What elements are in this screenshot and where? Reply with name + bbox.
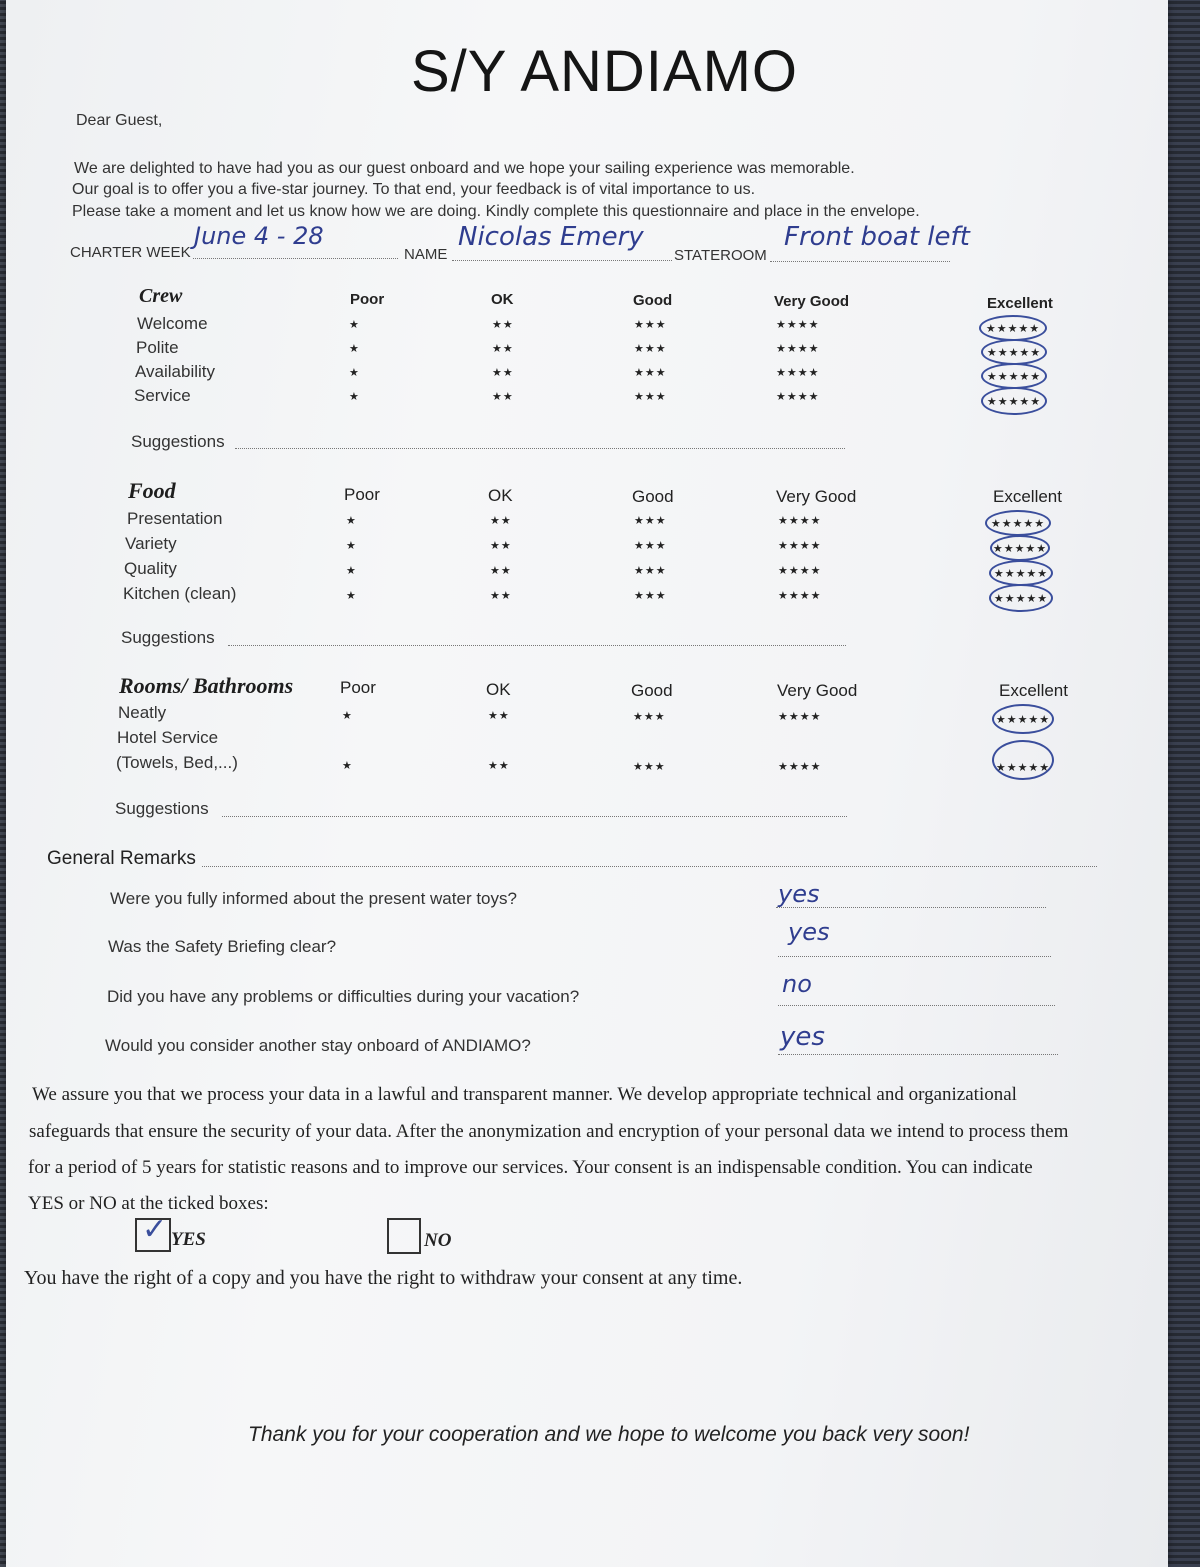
selected-rating-excellent[interactable] <box>992 704 1054 734</box>
row-label-service: Service <box>134 386 191 405</box>
checkmark-icon: ✓ <box>142 1212 168 1247</box>
answer-water-toys[interactable]: yes <box>778 880 820 908</box>
answer-line <box>778 1054 1058 1055</box>
suggestions-label: Suggestions <box>115 799 209 818</box>
suggestions-field[interactable] <box>222 816 847 817</box>
col-header-poor: Poor <box>340 678 376 697</box>
rating-option[interactable]: ★★★ <box>634 515 667 527</box>
name-field[interactable]: Nicolas Emery <box>458 222 644 252</box>
col-header-good: Good <box>633 292 673 309</box>
question-water-toys: Were you fully informed about the present water toys? <box>110 889 517 908</box>
selected-rating-excellent[interactable] <box>981 387 1047 415</box>
rating-option: ★★★★★ <box>993 592 1049 605</box>
consent-yes-label: YES <box>171 1229 206 1250</box>
section-title-food: Food <box>128 478 176 503</box>
rating-option[interactable]: ★★ <box>490 515 512 527</box>
row-label-welcome: Welcome <box>137 314 208 333</box>
rights-text: You have the right of a copy and you have the right to withdraw your consent at any time. <box>24 1267 743 1289</box>
rating-option[interactable]: ★★★ <box>634 391 667 403</box>
rating-option: ★★★★★ <box>990 517 1046 530</box>
question-another-stay: Would you consider another stay onboard of ANDIAMO? <box>105 1036 531 1055</box>
selected-rating-excellent[interactable] <box>985 510 1051 536</box>
col-header-excellent: Excellent <box>993 487 1062 506</box>
col-header-good: Good <box>632 487 674 506</box>
rating-option[interactable]: ★ <box>349 391 360 403</box>
rating-option[interactable]: ★★★★ <box>778 565 822 577</box>
rating-option: ★★★★★ <box>995 713 1051 726</box>
consent-no-label: NO <box>424 1230 452 1251</box>
rating-option[interactable]: ★★ <box>492 367 514 379</box>
suggestions-label: Suggestions <box>121 628 215 647</box>
col-header-ok: OK <box>486 680 511 699</box>
stateroom-label: STATEROOM <box>674 247 767 264</box>
rating-option: ★★★★★ <box>985 322 1041 335</box>
stateroom-line <box>770 261 950 262</box>
col-header-poor: Poor <box>350 291 385 308</box>
feedback-form-paper <box>6 0 1168 1567</box>
col-header-good: Good <box>631 681 673 700</box>
rating-option[interactable]: ★★ <box>490 590 512 602</box>
answer-line <box>778 956 1051 957</box>
rating-option[interactable]: ★ <box>349 319 360 331</box>
rating-option[interactable]: ★★★★ <box>776 343 820 355</box>
charter-week-label: CHARTER WEEK <box>70 244 191 261</box>
selected-rating-excellent[interactable] <box>990 535 1050 561</box>
suggestions-label: Suggestions <box>131 432 225 451</box>
closing-message: Thank you for your cooperation and we hope to welcome you back very soon! <box>248 1423 970 1446</box>
rating-option[interactable]: ★★★★ <box>778 761 822 773</box>
col-header-poor: Poor <box>344 485 380 504</box>
question-problems: Did you have any problems or difficulties during your vacation? <box>107 987 580 1006</box>
rating-option[interactable]: ★ <box>349 343 360 355</box>
selected-rating-excellent[interactable] <box>981 339 1047 365</box>
rating-option[interactable]: ★ <box>346 565 357 577</box>
rating-option[interactable]: ★ <box>346 540 357 552</box>
stateroom-field[interactable]: Front boat left <box>784 222 970 252</box>
selected-rating-excellent[interactable] <box>989 584 1053 612</box>
rating-option[interactable]: ★★ <box>488 710 510 722</box>
intro-line: We are delighted to have had you as our guest onboard and we hope your sailing experience was memorable. <box>74 160 855 177</box>
rating-option[interactable]: ★★★ <box>634 319 667 331</box>
general-remarks-label: General Remarks <box>47 848 196 869</box>
privacy-line: for a period of 5 years for statistic reasons and to improve our services. Your consent is an indispensable condition. You can indicate <box>28 1157 1033 1178</box>
row-label-neatly: Neatly <box>118 703 167 722</box>
col-header-ok: OK <box>488 486 513 505</box>
privacy-line: We assure you that we process your data in a lawful and transparent manner. We develop appropriate technical and organizational <box>32 1084 1017 1105</box>
rating-option[interactable]: ★★★ <box>634 540 667 552</box>
rating-option[interactable]: ★★ <box>492 391 514 403</box>
rating-option[interactable]: ★★★ <box>634 343 667 355</box>
section-title-rooms-bathrooms: Rooms/ Bathrooms <box>119 673 294 698</box>
col-header-very-good: Very Good <box>777 681 858 700</box>
rating-option[interactable]: ★ <box>346 515 357 527</box>
rating-option[interactable]: ★★★ <box>634 590 667 602</box>
privacy-line: YES or NO at the ticked boxes: <box>28 1193 269 1214</box>
rating-option[interactable]: ★ <box>342 710 353 722</box>
charter-week-field[interactable]: June 4 - 28 <box>194 222 324 250</box>
charter-week-line <box>193 258 398 259</box>
rating-option[interactable]: ★ <box>349 367 360 379</box>
rating-option[interactable]: ★★ <box>490 540 512 552</box>
suggestions-field[interactable] <box>235 448 845 449</box>
rating-option: ★★★★★ <box>992 542 1048 555</box>
rating-option[interactable]: ★★ <box>492 319 514 331</box>
form-title: S/Y ANDIAMO <box>411 39 799 104</box>
rating-option[interactable]: ★★★★ <box>776 367 820 379</box>
selected-rating-excellent[interactable] <box>981 363 1047 389</box>
rating-option: ★★★★★ <box>986 395 1042 408</box>
suggestions-field[interactable] <box>228 645 846 646</box>
answer-another-stay[interactable]: yes <box>780 1022 825 1052</box>
rating-option[interactable]: ★★★★ <box>778 515 822 527</box>
col-header-very-good: Very Good <box>774 293 850 310</box>
section-title-crew: Crew <box>139 285 183 307</box>
rating-option[interactable]: ★★★★ <box>776 319 820 331</box>
row-label-hotel-service: Hotel Service <box>117 728 219 747</box>
row-label-kitchen-clean: Kitchen (clean) <box>123 584 237 603</box>
rating-option[interactable]: ★★ <box>492 343 514 355</box>
selected-rating-excellent[interactable] <box>979 315 1047 341</box>
question-safety-briefing: Was the Safety Briefing clear? <box>108 937 337 956</box>
consent-no-checkbox[interactable] <box>387 1218 421 1254</box>
intro-line: Please take a moment and let us know how we are doing. Kindly complete this questionnaire and place in the envelope. <box>72 203 920 220</box>
general-remarks-field[interactable] <box>202 866 1097 867</box>
rating-option: ★★★★★ <box>986 346 1042 359</box>
row-label-quality: Quality <box>124 559 177 578</box>
rating-option[interactable]: ★★ <box>490 565 512 577</box>
rating-option[interactable]: ★★★ <box>633 711 666 723</box>
row-label-presentation: Presentation <box>127 509 223 528</box>
row-label-polite: Polite <box>136 338 179 357</box>
rating-option[interactable]: ★★★★ <box>778 711 822 723</box>
rating-option[interactable]: ★ <box>342 760 353 772</box>
name-line <box>452 260 672 261</box>
rating-option[interactable]: ★★★★ <box>776 391 820 403</box>
privacy-line: safeguards that ensure the security of your data. After the anonymization and encryption of your personal data we intend to process them <box>29 1121 1069 1142</box>
row-label-towels-bed: (Towels, Bed,...) <box>116 753 238 772</box>
rating-option[interactable]: ★★★ <box>634 565 667 577</box>
name-label: NAME <box>404 246 448 263</box>
rating-option: ★★★★★ <box>986 370 1042 383</box>
selected-rating-excellent[interactable] <box>989 560 1053 586</box>
rating-option[interactable]: ★★ <box>488 760 510 772</box>
row-label-availability: Availability <box>135 362 216 381</box>
answer-safety-briefing[interactable]: yes <box>788 918 830 946</box>
col-header-ok: OK <box>491 291 514 308</box>
col-header-excellent: Excellent <box>987 295 1053 312</box>
selected-rating-excellent[interactable] <box>992 740 1054 780</box>
col-header-excellent: Excellent <box>999 681 1068 700</box>
rating-option[interactable]: ★★★★ <box>778 540 822 552</box>
intro-line: Our goal is to offer you a five-star journey. To that end, your feedback is of vital importance to us. <box>72 181 756 198</box>
col-header-very-good: Very Good <box>776 487 857 506</box>
rating-option[interactable]: ★★★ <box>634 367 667 379</box>
rating-option[interactable]: ★★★★ <box>778 590 822 602</box>
rating-option: ★★★★★ <box>995 761 1051 774</box>
row-label-variety: Variety <box>125 534 177 553</box>
rating-option[interactable]: ★★★ <box>633 761 666 773</box>
rating-option[interactable]: ★ <box>346 590 357 602</box>
rating-option: ★★★★★ <box>993 567 1049 580</box>
answer-problems[interactable]: no <box>782 970 812 998</box>
answer-line <box>778 1005 1055 1006</box>
greeting: Dear Guest, <box>76 112 163 129</box>
